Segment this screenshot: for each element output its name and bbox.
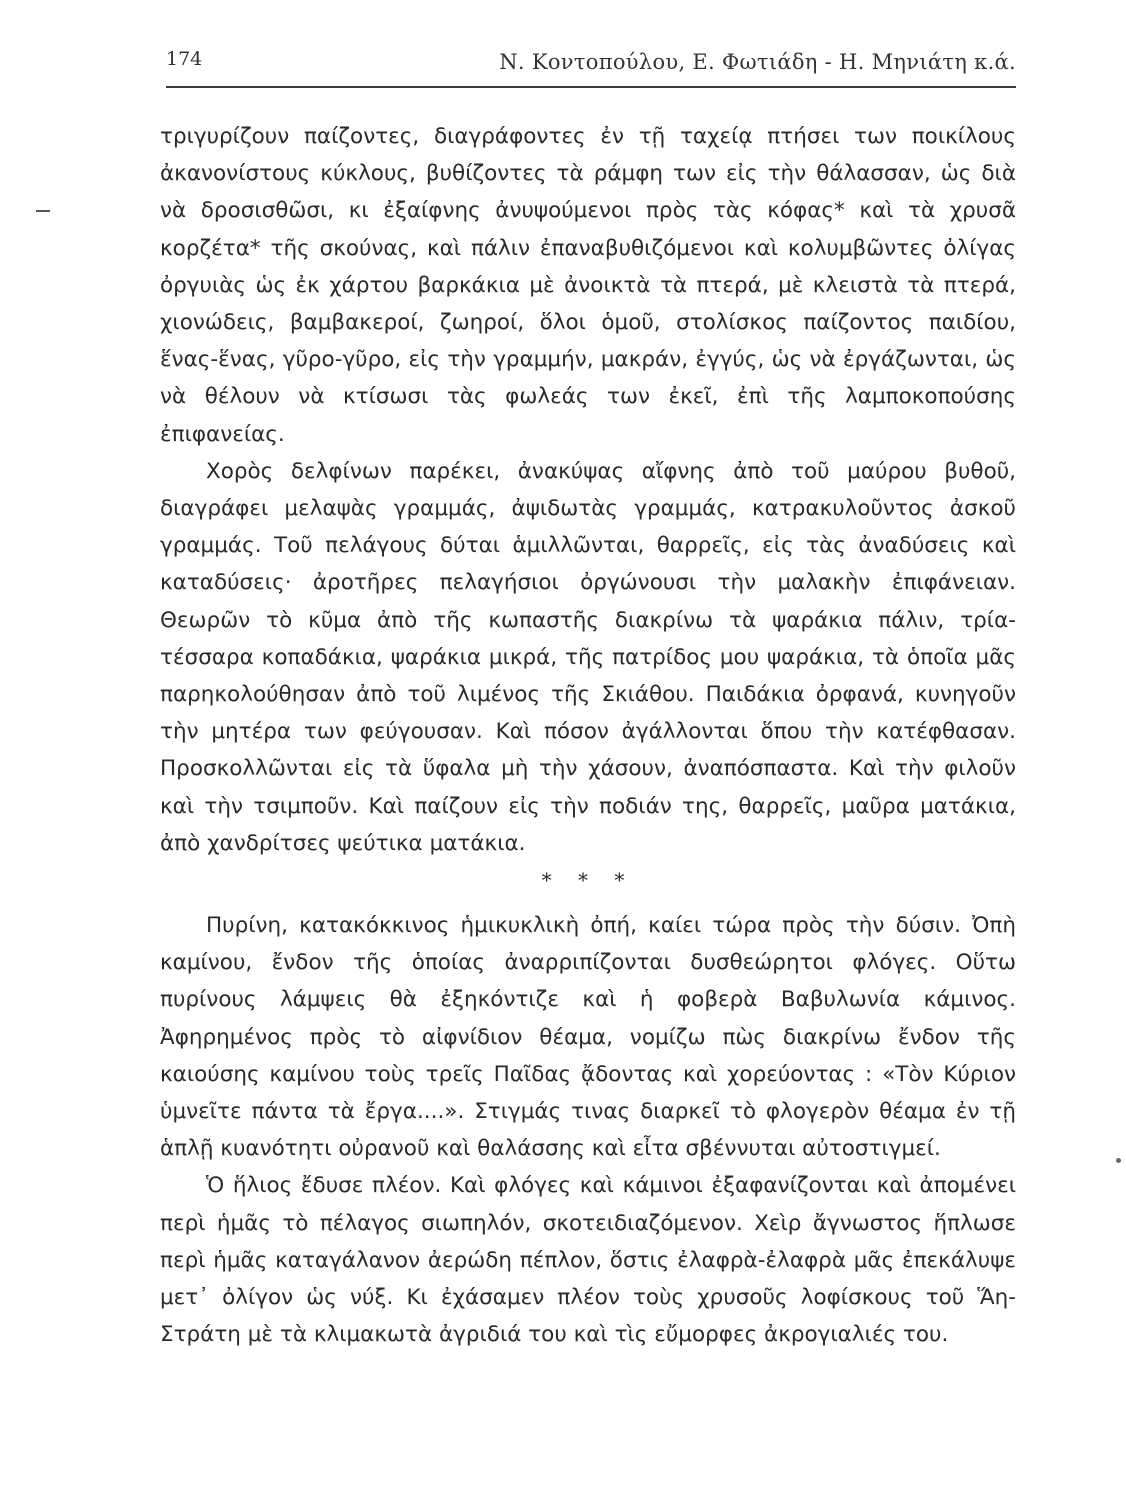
margin-mark: [36, 210, 50, 212]
paragraph: Χορὸς δελφίνων παρέκει, ἀνακύψας αἴφνης ἀπὸ τοῦ μαύρου βυθοῦ, διαγράφει μελαψὰς γραμμάς, ἀψιδωτὰς γραμμάς, κατρακυλοῦντος ἀσκοῦ γραμμάς. Τοῦ πελάγους δύται ἁμιλλῶνται, θαρρεῖς, εἰς τὰς ἀναδύσεις καὶ καταδύσεις· ἀροτῆρες πελαγήσιοι ὀργώνουσι τὴν μαλακὴν ἐπιφάνειαν. Θεωρῶν τὸ κῦμα ἀπὸ τῆς κωπαστῆς διακρίνω τὰ ψαράκια πάλιν, τρία-τέσσαρα κοπαδάκια, ψαράκια μικρά, τῆς πατρίδος μου ψαράκια, τὰ ὁποῖα μᾶς παρηκολούθησαν ἀπὸ τοῦ λιμένος τῆς Σκιάθου. Παιδάκια ὀρφανά, κυνηγοῦν τὴν μητέρα των φεύγουσαν. Καὶ πόσον ἀγάλλονται ὅπου τὴν κατέφθασαν. Προσκολλῶνται εἰς τὰ ὕφαλα μὴ τὴν χάσουν, ἀναπόσπαστα. Καὶ τὴν φιλοῦν καὶ τὴν τσιμποῦν. Καὶ παίζουν εἰς τὴν ποδιάν της, θαρρεῖς, μαῦρα ματάκια, ἀπὸ χανδρίτσες ψεύτικα ματάκια.: [160, 458, 1016, 856]
page-number: 174: [166, 48, 203, 70]
paragraph: τριγυρίζουν παίζοντες, διαγράφοντες ἐν τῇ ταχείᾳ πτήσει των ποικίλους ἀκανονίστους κύκλους, βυθίζοντες τὰ ράμφη των εἰς τὴν θάλασσαν, ὡς διὰ νὰ δροσισθῶσι, κι ἐξαίφνης ἀνυψούμενοι πρὸς τὰς κόφας* καὶ τὰ χρυσᾶ κορζέτα* τῆς σκούνας, καὶ πάλιν ἐπαναβυθιζόμενοι καὶ κολυμβῶντες ὀλίγας ὀργυιὰς ὡς ἐκ χάρτου βαρκάκια μὲ ἀνοικτὰ τὰ πτερά, μὲ κλειστὰ τὰ πτερά, χιονώδεις, βαμβακεροί, ζωηροί, ὅλοι ὁμοῦ, στολίσκος παίζοντος παιδίου, ἕνας-ἕνας, γῦρο-γῦρο, εἰς τὴν γραμμήν, μακράν, ἐγγύς, ὡς νὰ ἐργάζωνται, ὡς νὰ θέλουν νὰ κτίσωσι τὰς φωλεάς των ἐκεῖ, ἐπὶ τῆς λαμποκοπούσης ἐπιφανείας.: [160, 124, 1016, 447]
header-rule: [166, 86, 1016, 88]
page-header: [166, 40, 1016, 90]
paragraph: Πυρίνη, κατακόκκινος ἡμικυκλικὴ ὀπή, καίει τώρα πρὸς τὴν δύσιν. Ὀπὴ καμίνου, ἔνδον τῆς ὁποίας ἀναρριπίζονται δυσθεώρητοι φλόγες. Οὕτω πυρίνους λάμψεις θὰ ἐξηκόντιζε καὶ ἡ φοβερὰ Βαβυλωνία κάμινος. Ἀφηρημένος πρὸς τὸ αἰφνίδιον θέαμα, νομίζω πὼς διακρίνω ἔνδον τῆς καιούσης καμίνου τοὺς τρεῖς Παῖδας ᾄδοντας καὶ χορεύοντας : «Τὸν Κύριον ὑμνεῖτε πάντα τὰ ἔργα....». Στιγμάς τινας διαρκεῖ τὸ φλογερὸν θέαμα ἐν τῇ ἁπλῇ κυανότητι οὐρανοῦ καὶ θαλάσσης καὶ εἶτα σβέννυται αὐτοστιγμεί.: [160, 913, 1016, 1162]
body-text: [160, 118, 1016, 1354]
running-title: Ν. Κοντοπούλου, Ε. Φωτιάδη - Η. Μηνιάτη κ.ά.: [499, 50, 1016, 74]
section-separator: * * *: [541, 868, 635, 893]
paragraph: Ὁ ἥλιος ἔδυσε πλέον. Καὶ φλόγες καὶ κάμινοι ἐξαφανίζονται καὶ ἀπομένει περὶ ἡμᾶς τὸ πέλαγος σιωπηλόν, σκοτειδιαζόμενον. Χεὶρ ἄγνωστος ἥπλωσε περὶ ἡμᾶς καταγάλανον ἀερώδη πέπλον, ὅστις ἐλαφρὰ-ἐλαφρὰ μᾶς ἐπεκάλυψε μετ᾽ ὀλίγον ὡς νύξ. Κι ἐχάσαμεν πλέον τοὺς χρυσοῦς λοφίσκους τοῦ Ἅη-Στράτη μὲ τὰ κλιμακωτὰ ἀγριδιά του καὶ τὶς εὔμορφες ἀκρογιαλιές του.: [160, 1173, 1016, 1348]
margin-speck: [1116, 1158, 1121, 1163]
